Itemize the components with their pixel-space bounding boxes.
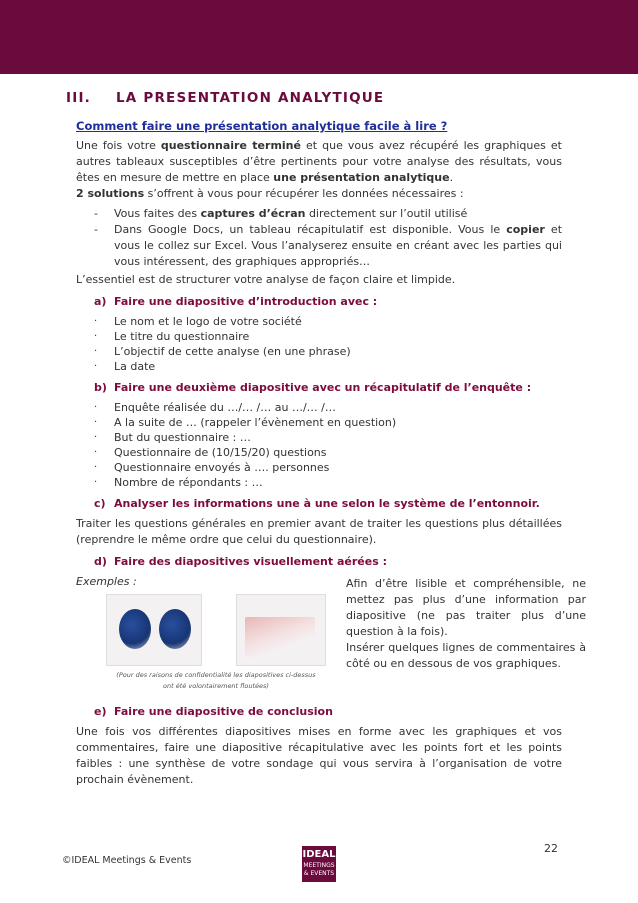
thumbnail-caption — [116, 670, 316, 692]
intro-bold: une présentation analytique — [273, 171, 450, 184]
subtitle: Comment faire une présentation analytique facile à lire ? — [76, 119, 448, 133]
section-number: III. — [66, 90, 91, 106]
pie-chart-icon — [119, 609, 151, 649]
logo-text: MEETINGS — [303, 862, 335, 869]
pie-chart-icon — [159, 609, 191, 649]
item-text: directement sur l’outil utilisé — [305, 207, 468, 220]
section-title-text: LA PRESENTATION ANALYTIQUE — [116, 90, 385, 106]
list-item: · Nombre de répondants : … — [76, 475, 562, 490]
list-item: · Questionnaire de (10/15/20) questions — [76, 445, 562, 460]
section-letter: e) — [94, 705, 107, 718]
item-text: et vous le collez sur Excel. Vous l’analyserez ensuite en créant avec les parties qui vous intéressent, des graphiques appropriés… — [114, 223, 563, 268]
caption-line: ont été volontairement floutées) — [163, 682, 269, 690]
intro-bold: questionnaire terminé — [160, 139, 301, 152]
copyright: ©IDEAL Meetings & Events — [62, 855, 192, 866]
intro-text: . — [449, 171, 454, 184]
essentiel-text: L’essentiel est de structurer votre analyse de façon claire et limpide. — [76, 273, 456, 286]
list-item: · A la suite de … (rappeler l’évènement en question) — [76, 415, 562, 430]
section-heading-text: Faire une diapositive de conclusion — [114, 705, 333, 718]
advice-text — [346, 576, 586, 672]
logo-text: & EVENTS — [303, 870, 335, 877]
section-a-heading — [76, 294, 562, 310]
section-heading-text: Faire des diapositives visuellement aérées : — [114, 555, 387, 568]
advice-line: Insérer quelques lignes de commentaires à côté ou en dessous de vos graphiques. — [346, 641, 586, 670]
item-bold: captures d’écran — [200, 207, 306, 220]
list-item: · Questionnaire envoyés à …. personnes — [76, 460, 562, 475]
list-item: · Enquête réalisée du …/… /… au …/… /… — [76, 400, 562, 415]
section-b-list — [76, 400, 562, 490]
list-item: · But du questionnaire : … — [76, 430, 562, 445]
section-b-heading — [76, 380, 562, 396]
list-item — [76, 222, 562, 270]
section-d-heading — [76, 554, 562, 570]
list-item: · La date — [76, 359, 562, 374]
section-e-text: Une fois vos différentes diapositives mises en forme avec les graphiques et vos commentaires, faire une diapositive récapitulative avec les points fort et les points faibles : une synthèse de votre sondage qui vous servira à l’organisation de votre prochain évènement. — [76, 725, 562, 786]
section-title — [66, 90, 384, 106]
solutions-intro — [76, 186, 562, 202]
list-item — [76, 206, 562, 222]
solutions-list — [76, 206, 562, 270]
examples-label: Exemples : — [76, 575, 137, 588]
intro-text: et que vous avez récupéré les graphiques et autres tableaux susceptibles d’être pertinents pour votre analyse des résultats, vous êtes en mesure de mettre en place — [76, 139, 562, 184]
item-bold: copier — [506, 223, 545, 236]
item-text: Dans Google Docs, un tableau récapitulatif est disponible. Vous le — [114, 223, 507, 236]
slide-thumbnail-pie — [106, 594, 202, 666]
caption-line: (Pour des raisons de confidentialité les diapositives ci-dessus — [116, 671, 316, 679]
list-item: · Le nom et le logo de votre société — [76, 314, 562, 329]
section-letter: b) — [94, 381, 107, 394]
solutions-intro-text: s’offrent à vous pour récupérer les données nécessaires : — [144, 187, 464, 200]
intro-text: Une fois votre — [76, 139, 161, 152]
section-heading-text: Analyser les informations une à une selon le système de l’entonnoir. — [114, 497, 540, 510]
item-text: Vous faites des — [114, 207, 201, 220]
section-c-heading — [76, 496, 562, 512]
solutions-count: 2 solutions — [76, 187, 145, 200]
advice-line: Afin d’être lisible et compréhensible, ne mettez pas plus d’une information par diapositive (ne pas traiter plus d’une question à la fois). — [346, 577, 586, 638]
section-letter: c) — [94, 497, 106, 510]
intro-paragraph — [76, 138, 562, 186]
section-e-heading — [76, 704, 562, 720]
ideal-logo — [302, 846, 336, 882]
section-c-text: Traiter les questions générales en premier avant de traiter les questions plus détaillées (reprendre le même ordre que celui du questionnaire). — [76, 517, 562, 546]
page-content — [76, 118, 586, 788]
graph-icon — [245, 617, 315, 657]
section-letter: a) — [94, 295, 107, 308]
page-number: 22 — [544, 842, 558, 855]
list-item: · Le titre du questionnaire — [76, 329, 562, 344]
section-heading-text: Faire une diapositive d’introduction avec : — [114, 295, 378, 308]
section-letter: d) — [94, 555, 107, 568]
header-bar — [0, 0, 638, 74]
section-heading-text: Faire une deuxième diapositive avec un récapitulatif de l’enquête : — [114, 381, 532, 394]
slide-thumbnail-graph — [236, 594, 326, 666]
logo-text: IDEAL — [302, 849, 336, 860]
section-a-list — [76, 314, 562, 374]
list-item: · L’objectif de cette analyse (en une phrase) — [76, 344, 562, 359]
examples-area — [76, 574, 586, 698]
